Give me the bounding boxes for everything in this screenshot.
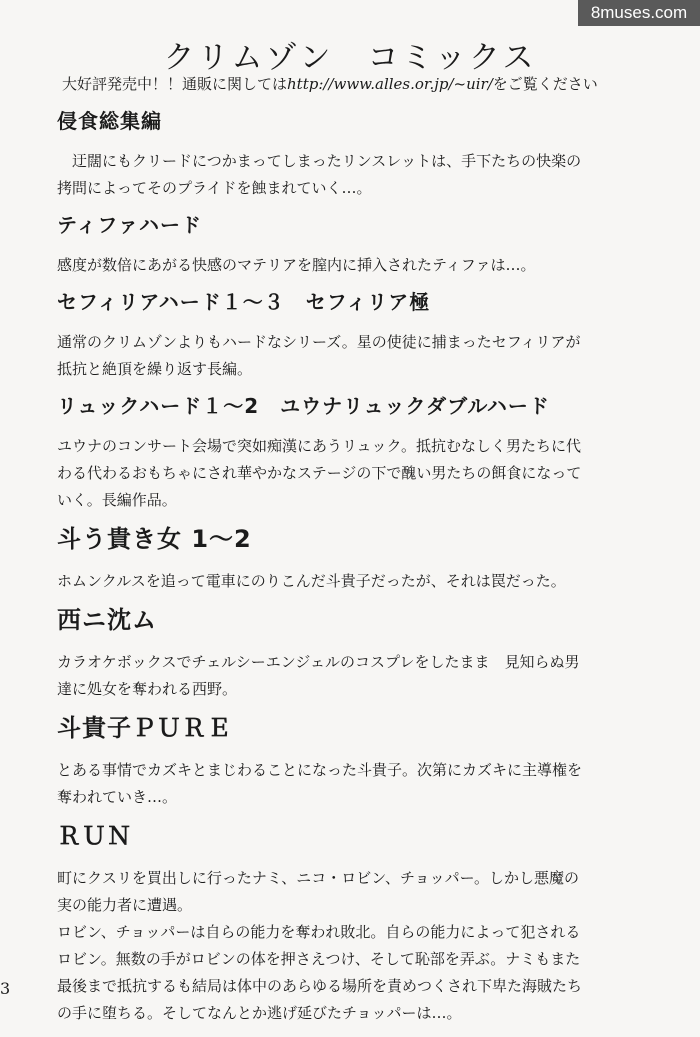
entry-title: 西ニ沈ム (57, 606, 157, 634)
site-watermark: 8muses.com (578, 0, 700, 26)
catalog-entry (57, 212, 657, 279)
entry-title: リュックハード１〜2 ユウナリュックダブルハード (57, 394, 550, 418)
entry-description: 町にクスリを買出しに行ったナミ、ニコ・ロビン、チョッパー。しかし悪魔の 実の能力者に遭遇。 ロビン、チョッパーは自らの能力を奪われ敗北。自らの能力によって犯される ロビン。無数の手がロビンの体を押さえつけ、そして恥部を弄ぶ。ナミもまた 最後まで抵抗するも結局は体中のあらゆる場所を責めつくされ下卑た海賊たち の手に堕ちる。そしてなんとか逃げ延びたチョッパーは…。 (57, 869, 583, 1022)
entry-title: ティファハード (57, 213, 202, 237)
catalog-list (57, 108, 657, 1037)
entry-title: 侵食総集編 (57, 109, 162, 133)
entry-description: ホムンクルスを追って電車にのりこんだ斗貴子だったが、それは罠だった。 (57, 572, 566, 590)
catalog-entry (57, 393, 657, 514)
catalog-entry (57, 605, 657, 703)
entry-title: 斗う貴き女 1〜2 (57, 525, 252, 553)
catalog-entry (57, 108, 657, 202)
catalog-entry (57, 289, 657, 383)
entry-description: カラオケボックスでチェルシーエンジェルのコスプレをしたまま 見知らぬ男 達に処女を奪われる西野。 (57, 653, 580, 698)
catalog-entry (57, 713, 657, 811)
entry-title: 斗貴子ＰＵＲＥ (57, 714, 232, 742)
entry-title: セフィリアハード１〜３ セフィリア極 (57, 290, 431, 314)
entry-description: 通常のクリムゾンよりもハードなシリーズ。星の使徒に捕まったセフィリアが 抵抗と絶頂を繰り返す長編。 (57, 333, 581, 378)
entry-title: ＲＵＮ (57, 822, 132, 850)
mail-order-notice (62, 73, 662, 94)
page-number: 3 (0, 979, 11, 998)
entry-description: 迂闊にもクリードにつかまってしまったリンスレットは、手下たちの快楽の 拷問によってそのプライドを蝕まれていく…。 (57, 152, 582, 197)
notice-suffix: をご覧ください (492, 75, 598, 93)
entry-description: ユウナのコンサート会場で突如痴漢にあうリュック。抵抗むなしく男たちに代 わる代わるおもちゃにされ華やかなステージの下で醜い男たちの餌食になって いく。長編作品。 (57, 437, 582, 509)
notice-url-link[interactable]: http://www.alles.or.jp/~uir/ (287, 75, 493, 93)
entry-description: 感度が数倍にあがる快感のマテリアを膣内に挿入されたティファは…。 (57, 256, 536, 274)
page-title: クリムゾン コミックス (163, 40, 537, 76)
notice-prefix: 大好評発売中！！通販に関しては (62, 75, 288, 93)
catalog-entry (57, 821, 657, 1027)
entry-description: とある事情でカズキとまじわることになった斗貴子。次第にカズキに主導権を 奪われていき…。 (57, 761, 583, 806)
catalog-entry (57, 524, 657, 595)
